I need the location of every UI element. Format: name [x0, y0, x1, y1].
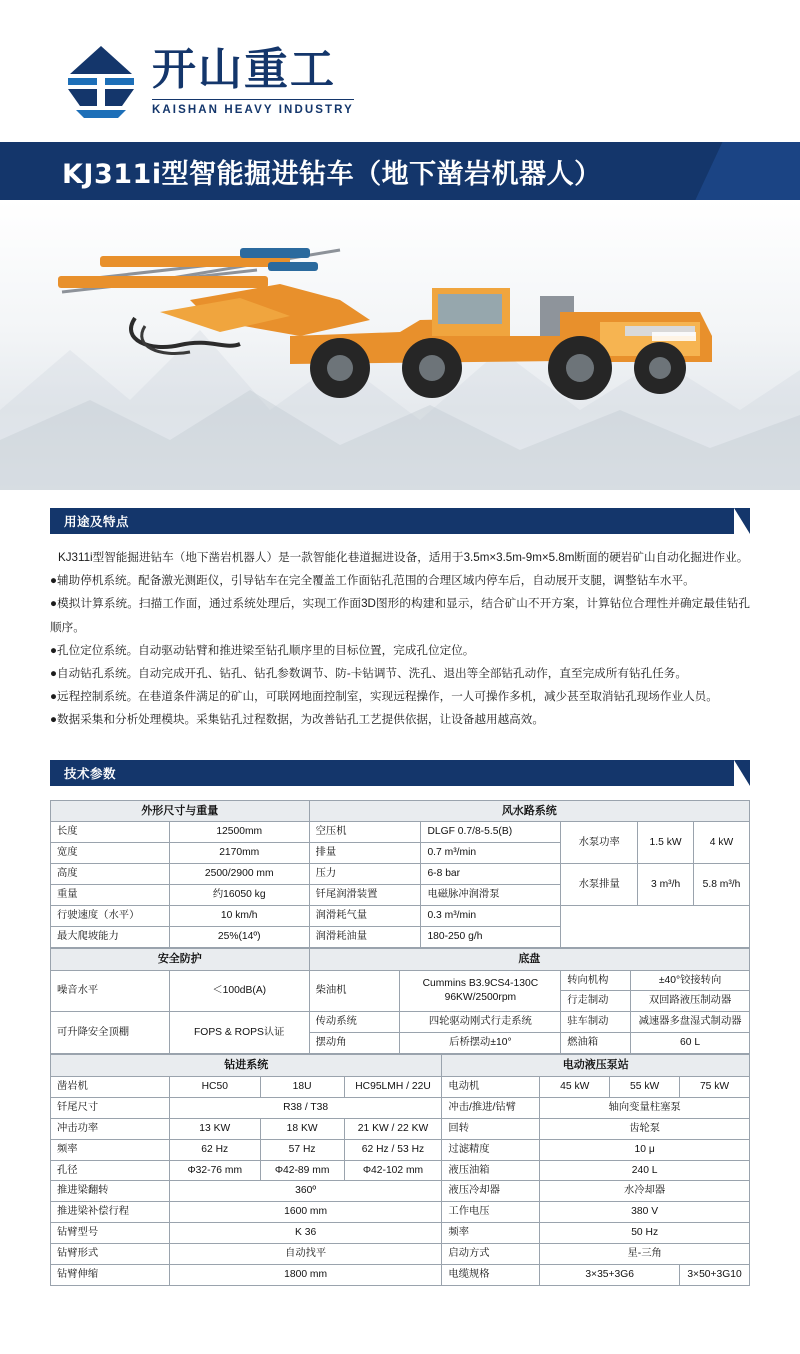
cell-value: 380 V	[540, 1202, 750, 1223]
cell-label: 排量	[309, 843, 421, 864]
cell-label: 转向机构	[561, 970, 631, 991]
cell-value: 2170mm	[169, 843, 309, 864]
cell-value: 1600 mm	[169, 1202, 442, 1223]
cell-value: DLGF 0.7/8-5.5(B)	[421, 822, 561, 843]
cell-label: 压力	[309, 864, 421, 885]
table-row	[51, 822, 750, 843]
brand-name-cn: 开山重工	[152, 44, 336, 95]
cell-value: 62 Hz	[169, 1139, 260, 1160]
spec-table-drilling-hydraulic	[50, 1054, 750, 1286]
cell-value: 双回路液压制动器	[631, 991, 750, 1012]
cell-label: 工作电压	[442, 1202, 540, 1223]
table-row	[51, 864, 750, 885]
cell-value: 60 L	[631, 1033, 750, 1054]
table-row	[51, 1097, 750, 1118]
feature-item: ●模拟计算系统。扫描工作面，通过系统处理后，实现工作面3D图形的构建和显示，结合矿山不开方案，计算钻位合理性并确定最佳钻孔顺序。	[50, 597, 750, 634]
table-row	[51, 1244, 750, 1265]
feature-item: ●数据采集和分析处理模块。采集钻孔过程数据，为改善钻孔工艺提供依据，让设备越用越高效。	[50, 713, 544, 727]
cell-label: 高度	[51, 864, 170, 885]
spec-table-dimensions-air-water	[50, 800, 750, 948]
cell-value: Φ42-89 mm	[260, 1160, 344, 1181]
cell-label: 空压机	[309, 822, 421, 843]
table-row	[51, 1012, 750, 1033]
product-hero-image	[0, 200, 800, 490]
cell-value: 3×50+3G10	[680, 1264, 750, 1285]
mountain-logo-icon	[62, 44, 140, 120]
cell-label: 电缆规格	[442, 1264, 540, 1285]
cell-label: 燃油箱	[561, 1033, 631, 1054]
table-row	[51, 1223, 750, 1244]
cell-value: 62 Hz / 53 Hz	[344, 1139, 442, 1160]
cell-label: 驻车制动	[561, 1012, 631, 1033]
cell-value: Cummins B3.9CS4-130C 96KW/2500rpm	[400, 970, 561, 1012]
group-header: 安全防护	[51, 948, 310, 970]
cell-value: 电磁脉冲润滑泵	[421, 885, 561, 906]
cell-value: 轴向变量柱塞泵	[540, 1097, 750, 1118]
cell-label: 电动机	[442, 1076, 540, 1097]
cell-label: 摆动角	[309, 1033, 400, 1054]
cell-value: 1800 mm	[169, 1264, 442, 1285]
cell-label: 润滑耗气量	[309, 905, 421, 926]
cell-value: 星-三角	[540, 1244, 750, 1265]
specs-section-heading	[50, 760, 750, 786]
cell-label: 行驶速度（水平）	[51, 905, 170, 926]
table-row	[51, 1139, 750, 1160]
table-row	[51, 800, 750, 822]
cell-value: 45 kW	[540, 1076, 610, 1097]
cell-label: 钻臂形式	[51, 1244, 170, 1265]
cell-label: 行走制动	[561, 991, 631, 1012]
cell-value: 50 Hz	[540, 1223, 750, 1244]
features-text-block	[50, 546, 750, 732]
page-title: KJ311i型智能掘进钻车（地下凿岩机器人）	[62, 158, 602, 190]
cell-value: 360º	[169, 1181, 442, 1202]
cell-value: 0.3 m³/min	[421, 905, 561, 926]
feature-intro: KJ311i型智能掘进钻车（地下凿岩机器人）是一款智能化巷道掘进设备，适用于3.5m×3.5m-9m×5.8m断面的硬岩矿山自动化掘进作业。	[58, 551, 749, 564]
brand-header	[0, 0, 800, 142]
cell-label: 液压油箱	[442, 1160, 540, 1181]
cell-value: 后桥摆动±10°	[400, 1033, 561, 1054]
cell-value: 4 kW	[694, 822, 750, 864]
cell-value: HC50	[169, 1076, 260, 1097]
group-header: 外形尺寸与重量	[51, 800, 310, 822]
cell-label: 液压冷却器	[442, 1181, 540, 1202]
cell-label: 钎尾润滑装置	[309, 885, 421, 906]
drilling-jumbo-machine-illustration	[40, 240, 740, 430]
cell-label: 水泵功率	[561, 822, 638, 864]
cell-label: 启动方式	[442, 1244, 540, 1265]
cell-value: 齿轮泵	[540, 1118, 750, 1139]
spec-table-safety-chassis	[50, 948, 750, 1054]
feature-item: ●孔位定位系统。自动驱动钻臂和推进梁至钻孔顺序里的目标位置，完成孔位定位。	[50, 643, 475, 657]
cell-value: Φ42-102 mm	[344, 1160, 442, 1181]
cell-value: 240 L	[540, 1160, 750, 1181]
table-row	[51, 1264, 750, 1285]
cell-value: 自动找平	[169, 1244, 442, 1265]
feature-item: ●辅助停机系统。配备激光测距仪，引导钻车在完全覆盖工作面钻孔范围的合理区域内停车后，自动展开支腿，调整钻车水平。	[50, 574, 695, 588]
cell-value: 25%(14º)	[169, 926, 309, 947]
cell-value: 5.8 m³/h	[694, 864, 750, 906]
cell-value: 10 μ	[540, 1139, 750, 1160]
cell-label: 最大爬坡能力	[51, 926, 170, 947]
cell-label: 噪音水平	[51, 970, 170, 1012]
features-section-heading	[50, 508, 750, 534]
product-title-bar	[0, 142, 800, 200]
cell-value: 75 kW	[680, 1076, 750, 1097]
cell-value: 180-250 g/h	[421, 926, 561, 947]
cell-value: 6-8 bar	[421, 864, 561, 885]
cell-label: 长度	[51, 822, 170, 843]
cell-value: 0.7 m³/min	[421, 843, 561, 864]
cell-value: 18 KW	[260, 1118, 344, 1139]
feature-item: ●自动钻孔系统。自动完成开孔、钻孔、钻孔参数调节、防-卡钻调节、洗孔、退出等全部钻孔动作，直至完成所有钻孔任务。	[50, 666, 687, 680]
cell-value: 水冷却器	[540, 1181, 750, 1202]
group-header: 钻进系统	[51, 1055, 442, 1077]
table-row	[51, 1160, 750, 1181]
cell-label: 传动系统	[309, 1012, 400, 1033]
cell-label: 钻臂型号	[51, 1223, 170, 1244]
cell-label: 可升降安全顶棚	[51, 1012, 170, 1054]
cell-label: 冲击/推进/钻臂	[442, 1097, 540, 1118]
specs-heading-label: 技术参数	[64, 766, 117, 781]
cell-label: 宽度	[51, 843, 170, 864]
table-row	[51, 1181, 750, 1202]
feature-item: ●远程控制系统。在巷道条件满足的矿山，可联网地面控制室，实现远程操作，一人可操作多机，减少甚至取消钻孔现场作业人员。	[50, 690, 718, 704]
cell-value: 2500/2900 mm	[169, 864, 309, 885]
cell-label: 推进梁翻转	[51, 1181, 170, 1202]
cell-value: FOPS & ROPS认证	[169, 1012, 309, 1054]
cell-value: 13 KW	[169, 1118, 260, 1139]
cell-label: 孔径	[51, 1160, 170, 1181]
cell-value: ±40°铰接转向	[631, 970, 750, 991]
cell-label: 频率	[442, 1223, 540, 1244]
cell-value: 21 KW / 22 KW	[344, 1118, 442, 1139]
group-header: 风水路系统	[309, 800, 749, 822]
cell-value: HC95LMH / 22U	[344, 1076, 442, 1097]
table-row	[51, 948, 750, 970]
cell-value: ＜100dB(A)	[169, 970, 309, 1012]
cell-value: 1.5 kW	[638, 822, 694, 864]
cell-label: 重量	[51, 885, 170, 906]
group-header: 底盘	[309, 948, 749, 970]
cell-value: 3×35+3G6	[540, 1264, 680, 1285]
cell-label: 过滤精度	[442, 1139, 540, 1160]
cell-value: K 36	[169, 1223, 442, 1244]
table-row	[51, 1202, 750, 1223]
cell-label: 凿岩机	[51, 1076, 170, 1097]
cell-value: 四轮驱动刚式行走系统	[400, 1012, 561, 1033]
cell-value: 18U	[260, 1076, 344, 1097]
cell-label: 冲击功率	[51, 1118, 170, 1139]
cell-label: 钻臂伸缩	[51, 1264, 170, 1285]
cell-label: 频率	[51, 1139, 170, 1160]
group-header: 电动液压泵站	[442, 1055, 750, 1077]
cell-label: 回转	[442, 1118, 540, 1139]
cell-label: 水泵排量	[561, 864, 638, 906]
cell-empty	[561, 905, 750, 947]
table-row	[51, 1076, 750, 1097]
table-row	[51, 1118, 750, 1139]
cell-value: 10 km/h	[169, 905, 309, 926]
cell-value: 减速器多盘湿式制动器	[631, 1012, 750, 1033]
features-heading-label: 用途及特点	[64, 515, 130, 529]
table-row	[51, 1055, 750, 1077]
table-row	[51, 970, 750, 991]
cell-label: 柴油机	[309, 970, 400, 1012]
cell-label: 润滑耗油量	[309, 926, 421, 947]
specs-tables	[50, 800, 750, 1286]
cell-value: 约16050 kg	[169, 885, 309, 906]
cell-value: 55 kW	[610, 1076, 680, 1097]
cell-value: 57 Hz	[260, 1139, 344, 1160]
brand-name-en: KAISHAN HEAVY INDUSTRY	[152, 99, 354, 116]
cell-value: R38 / T38	[169, 1097, 442, 1118]
cell-label: 钎尾尺寸	[51, 1097, 170, 1118]
cell-value: 12500mm	[169, 822, 309, 843]
table-row	[51, 905, 750, 926]
cell-label: 推进梁补偿行程	[51, 1202, 170, 1223]
cell-value: Φ32-76 mm	[169, 1160, 260, 1181]
cell-value: 3 m³/h	[638, 864, 694, 906]
